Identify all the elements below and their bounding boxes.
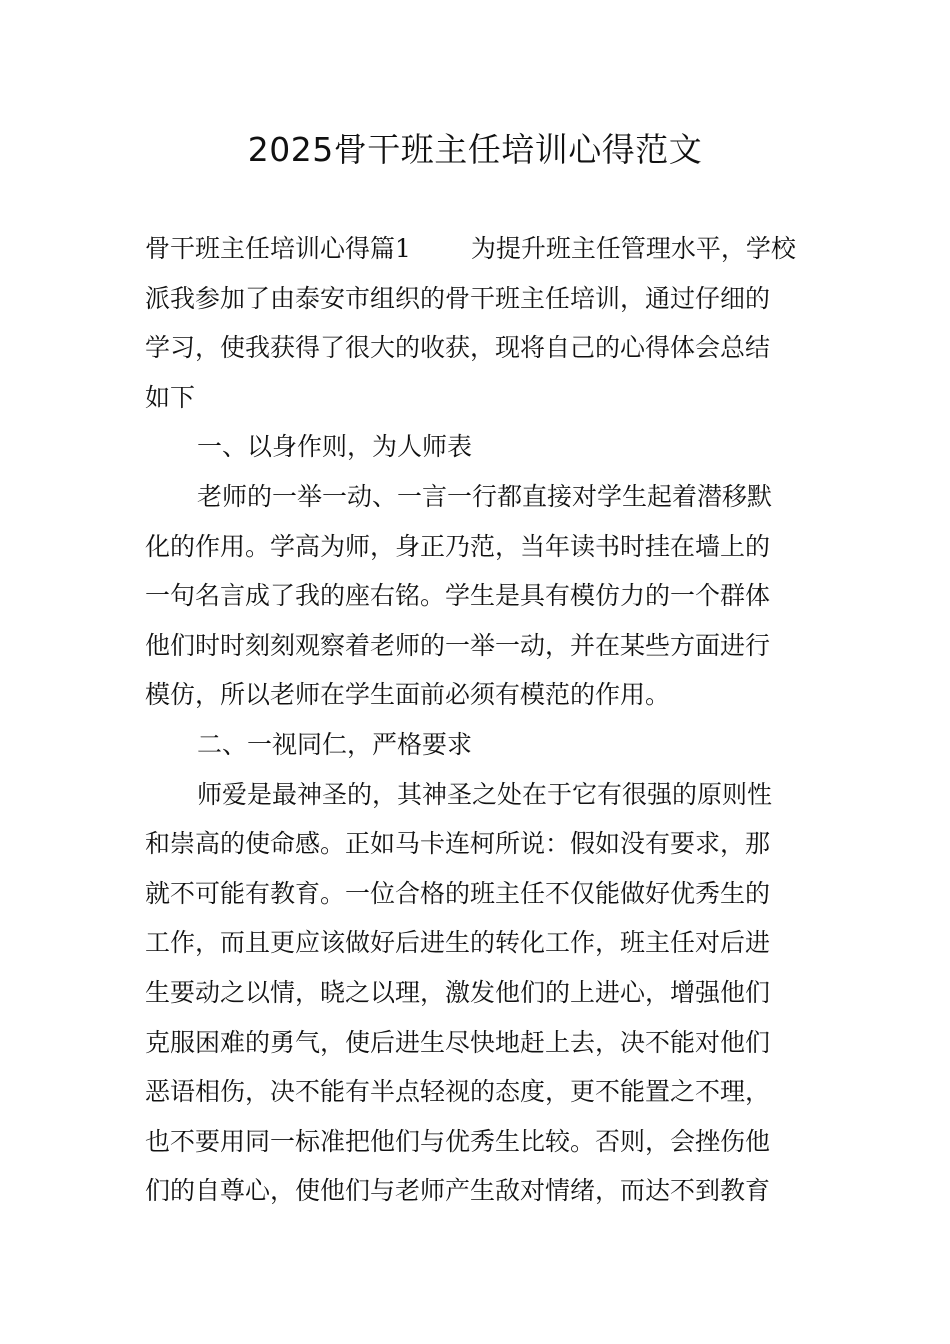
text-line: 生要动之以情，晓之以理，激发他们的上进心，增强他们: [145, 977, 771, 1007]
text-line: 恶语相伤，决不能有半点轻视的态度，更不能置之不理，: [145, 1077, 771, 1107]
subheading: 二、一视同仁，严格要求: [197, 729, 473, 759]
text-line: 老师的一举一动、一言一行都直接对学生起着潜移默: [197, 481, 773, 511]
text-line: 师爱是最神圣的，其神圣之处在于它有很强的原则性: [197, 779, 773, 809]
text-line: 化的作用。学高为师，身正乃范，当年读书时挂在墙上的: [145, 531, 771, 561]
text-line: 一句名言成了我的座右铭。学生是具有模仿力的一个群体: [145, 581, 771, 611]
text-line: 们的自尊心，使他们与老师产生敌对情绪，而达不到教育: [145, 1176, 771, 1206]
text-line: 派我参加了由泰安市组织的骨干班主任培训，通过仔细的: [145, 283, 771, 313]
subheading: 一、以身作则，为人师表: [197, 432, 473, 462]
text-line: 也不要用同一标准把他们与优秀生比较。否则，会挫伤他: [145, 1126, 771, 1156]
text-line: 他们时时刻刻观察着老师的一举一动，并在某些方面进行: [145, 630, 771, 660]
text-line: 和崇高的使命感。正如马卡连柯所说：假如没有要求，那: [145, 829, 771, 859]
text-line: 克服困难的勇气，使后进生尽快地赶上去，决不能对他们: [145, 1027, 771, 1057]
text-line: 学习，使我获得了很大的收获，现将自己的心得体会总结: [145, 333, 771, 363]
document-body: [145, 224, 807, 1216]
section-heading: 骨干班主任培训心得篇1: [145, 234, 411, 263]
paragraph-text: 为提升班主任管理水平，学校: [470, 234, 796, 263]
text-line: 模仿，所以老师在学生面前必须有模范的作用。: [145, 680, 671, 710]
text-line: 工作，而且更应该做好后进生的转化工作，班主任对后进: [145, 928, 771, 958]
document-title: 2025骨干班主任培训心得范文: [247, 130, 703, 169]
text-line: 如下: [145, 382, 196, 412]
text-line: 就不可能有教育。一位合格的班主任不仅能做好优秀生的: [145, 878, 771, 908]
text-line: [145, 224, 807, 274]
